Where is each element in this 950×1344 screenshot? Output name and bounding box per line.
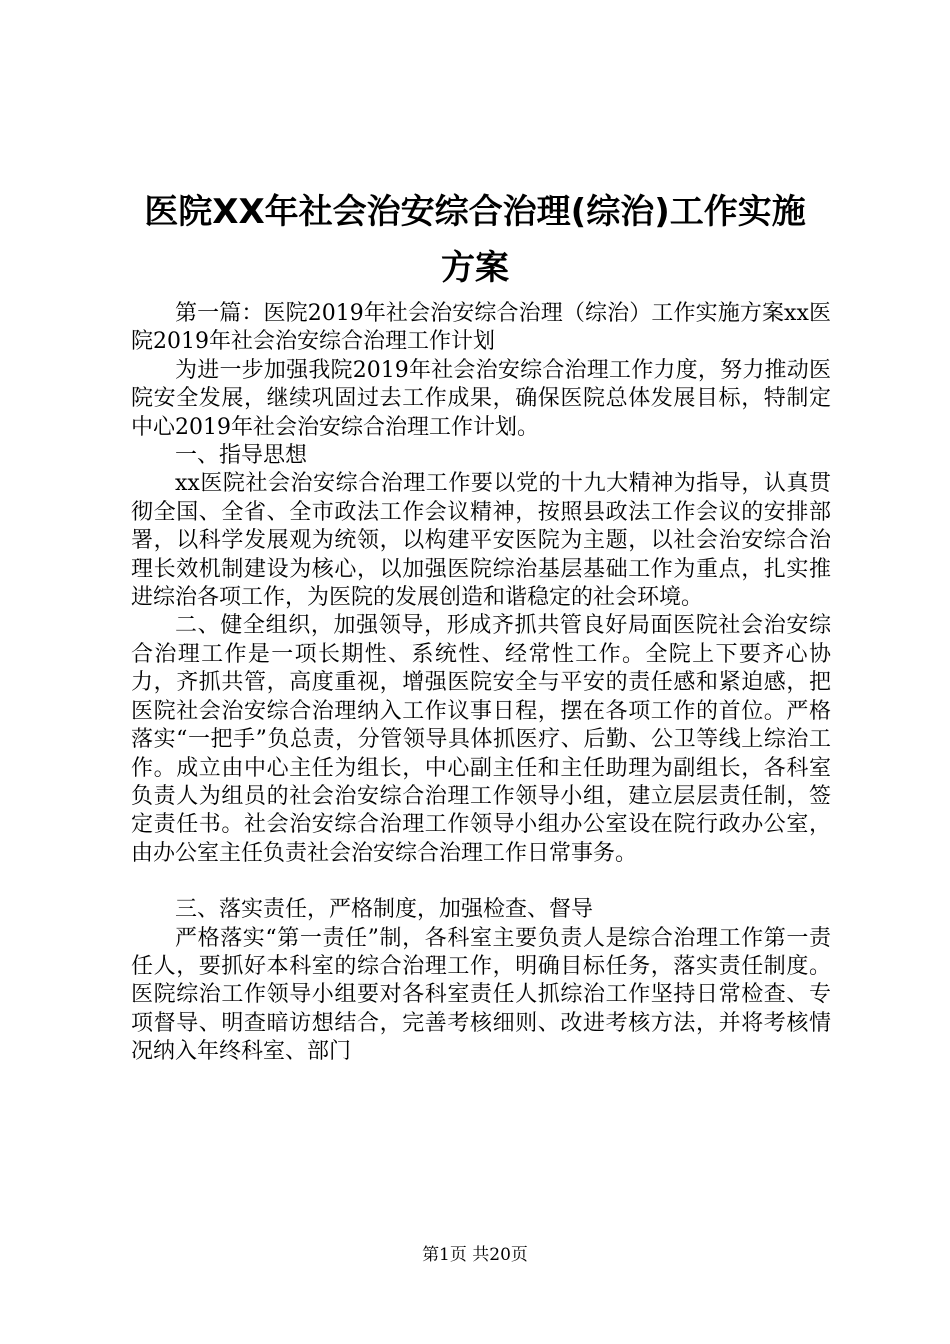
paragraph-guiding-thought: xx医院社会治安综合治理工作要以党的十九大精神为指导，认真贯彻全国、全省、全市政法工作会议精神，按照县政法工作会议的安排部署，以科学发展观为统领，以构建平安医院为主题，以社会治安综合治理长效机制建设为核心，以加强医院综治基层基础工作为重点，扎实推进综治各项工作，为医院的发展创造和谐稳定的社会环境。 (131, 471, 831, 611)
paragraph-organization: 二、健全组织，加强领导，形成齐抓共管良好局面医院社会治安综合治理工作是一项长期性、系统性、经常性工作。全院上下要齐心协力，齐抓共管，高度重视，增强医院安全与平安的责任感和紧迫感，把医院社会治安综合治理纳入工作议事日程，摆在各项工作的首位。严格落实“一把手”负总责，分管领导具体抓医疗、后勤、公卫等线上综治工作。成立由中心主任为组长，中心副主任和主任助理为副组长，各科室负责人为组员的社会治安综合治理工作领导小组，建立层层责任制，签定责任书。社会治安综合治理工作领导小组办公室设在院行政办公室，由办公室主任负责社会治安综合治理工作日常事务。 (131, 613, 831, 866)
document-title-line-2: 方案 (441, 248, 509, 288)
paragraph-intro: 第一篇：医院2019年社会治安综合治理（综治）工作实施方案xx医院2019年社会治安综合治理工作计划 (131, 301, 831, 355)
page-footer: 第1页 共20页 (422, 1245, 528, 1265)
section-heading-responsibility: 三、落实责任，严格制度，加强检查、督导 (175, 897, 594, 923)
paragraph-responsibility: 严格落实“第一责任”制，各科室主要负责人是综合治理工作第一责任人，要抓好本科室的综合治理工作，明确目标任务，落实责任制度。医院综治工作领导小组要对各科室责任人抓综治工作坚持日常检查、专项督导、明查暗访想结合，完善考核细则、改进考核方法，并将考核情况纳入年终科室、部门 (131, 925, 831, 1065)
paragraph-purpose: 为进一步加强我院2019年社会治安综合治理工作力度，努力推动医院安全发展，继续巩固过去工作成果，确保医院总体发展目标，特制定中心2019年社会治安综合治理工作计划。 (131, 357, 831, 440)
document-body (131, 300, 831, 1067)
section-heading-guiding-thought: 一、指导思想 (175, 443, 308, 469)
document-title-line-1: 医院XX年社会治安综合治理(综治)工作实施 (144, 192, 806, 232)
